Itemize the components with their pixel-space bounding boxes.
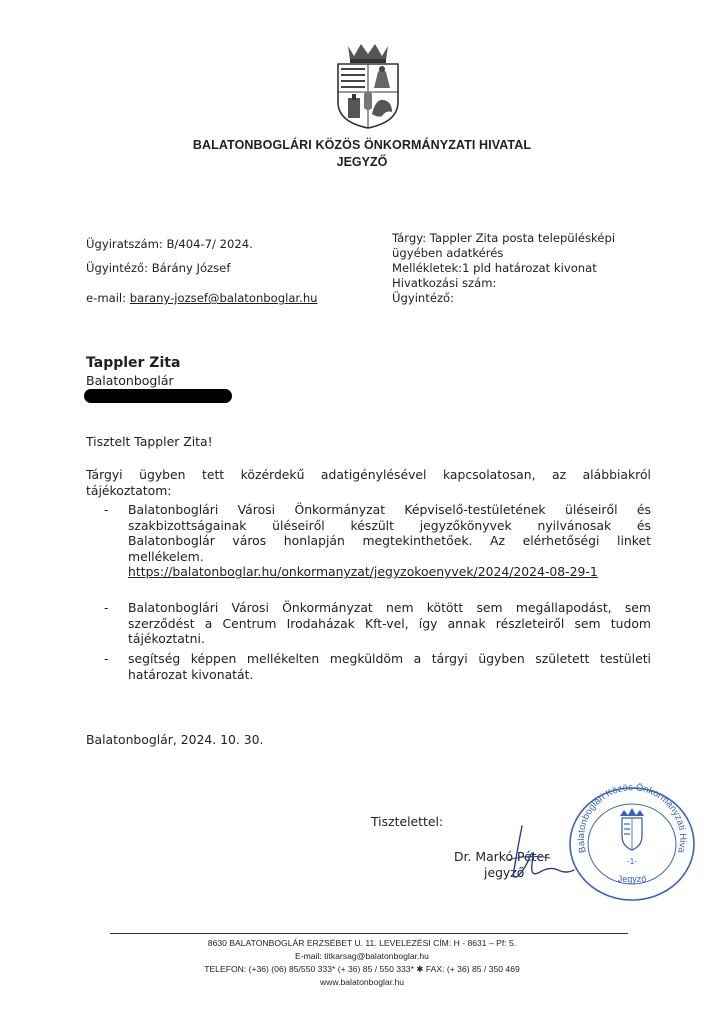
redaction-bar — [84, 389, 232, 403]
bullet1-line-1: Balatonboglári Városi Önkormányzat Képviselő-testületének üléseiről és — [128, 502, 651, 517]
footer-address: 8630 BALATONBOGLÁR ERZSÉBET U. 11. LEVELEZÉSI CÍM: H - 8631 – Pf: 5. — [207, 938, 517, 948]
organization-name: BALATONBOGLÁRI KÖZÖS ÖNKORMÁNYZATI HIVATAL — [192, 138, 532, 152]
email-label: e-mail: — [86, 291, 130, 305]
bullet3-line-1: segítség képpen mellékelten megküldöm a tárgyi ügyben született testületi — [128, 651, 651, 666]
bullet1-line-3: Balatonboglár város honlapján megtekinthetőek. Az elérhetőségi linket — [128, 533, 651, 549]
officer-line: Ügyintéző: — [392, 291, 455, 305]
recipient-city: Balatonboglár — [86, 373, 174, 388]
svg-text:Balatonboglári Közös Önkormány — [564, 778, 688, 855]
footer-phone: TELEFON: (+36) (06) 85/550 333* (+ 36) 85 / 550 333* ✱ FAX: (+ 36) 85 / 350 469 — [204, 964, 520, 974]
bullet1-line-2: szakbizottságainak üléseiről készült jegyzőkönyvek nyilvánosak és — [128, 517, 651, 533]
case-officer: Ügyintéző: Bárány József — [86, 261, 231, 275]
bullet-dash: - — [104, 600, 109, 615]
stamp-ring-text: Balatonboglári Közös Önkormányzati Hiva — [575, 782, 689, 855]
intro-line-2: tájékoztatom: — [86, 482, 172, 498]
footer-divider — [110, 933, 628, 934]
subject-line-2: ügyében adatkérés — [392, 246, 504, 260]
bullet-text-1 — [128, 502, 651, 580]
date-line: Balatonboglár, 2024. 10. 30. — [86, 732, 264, 747]
intro-paragraph — [86, 467, 651, 498]
case-number: Ügyiratszám: B/404-7/ 2024. — [86, 237, 253, 251]
bullet1-line-4: mellékelem. — [128, 548, 204, 564]
footer-email: E-mail: titkarsag@balatonboglar.hu — [295, 951, 429, 961]
salutation: Tisztelt Tappler Zita! — [86, 434, 213, 449]
stamp-bottom-text: Jegyző — [617, 874, 647, 884]
stamp-number: -1- — [627, 857, 637, 866]
bullet-dash: - — [104, 651, 109, 666]
reference-line: Hivatkozási szám: — [392, 276, 497, 290]
official-stamp — [564, 778, 700, 904]
email-link[interactable]: barany-jozsef@balatonboglar.hu — [129, 291, 318, 305]
coat-of-arms-logo — [334, 42, 402, 130]
email-line — [86, 291, 318, 306]
signer-name: Dr. Markó Péter — [454, 849, 550, 864]
subject-line-1: Tárgy: Tappler Zita posta településképi — [392, 231, 616, 245]
bullet-text-2 — [128, 600, 651, 647]
footer-website: www.balatonboglar.hu — [319, 977, 405, 987]
closing-regards: Tisztelettel: — [371, 814, 444, 829]
bullet3-line-2: határozat kivonatát. — [128, 666, 254, 682]
recipient-name: Tappler Zita — [86, 355, 181, 371]
minutes-link[interactable]: https://balatonboglar.hu/onkormanyzat/jegyzokoenyvek/2024/2024-08-29-1 — [128, 564, 598, 580]
signer-title: jegyző — [484, 865, 525, 880]
attachments-line: Mellékletek:1 pld határozat kivonat — [392, 261, 597, 275]
bullet2-line-3: tájékoztatni. — [128, 631, 205, 647]
bullet-text-3 — [128, 651, 651, 682]
bullet-dash: - — [104, 502, 109, 517]
organization-subtitle: JEGYZŐ — [336, 155, 388, 169]
intro-line-1: Tárgyi ügyben tett közérdekű adatigénylésével kapcsolatosan, az alábbiakról — [86, 467, 651, 482]
bullet2-line-2: szerződést a Centrum Irodaházak Kft-vel, így annak részleteiről sem tudom — [128, 615, 651, 631]
bullet2-line-1: Balatonboglári Városi Önkormányzat nem kötött sem megállapodást, sem — [128, 600, 651, 615]
